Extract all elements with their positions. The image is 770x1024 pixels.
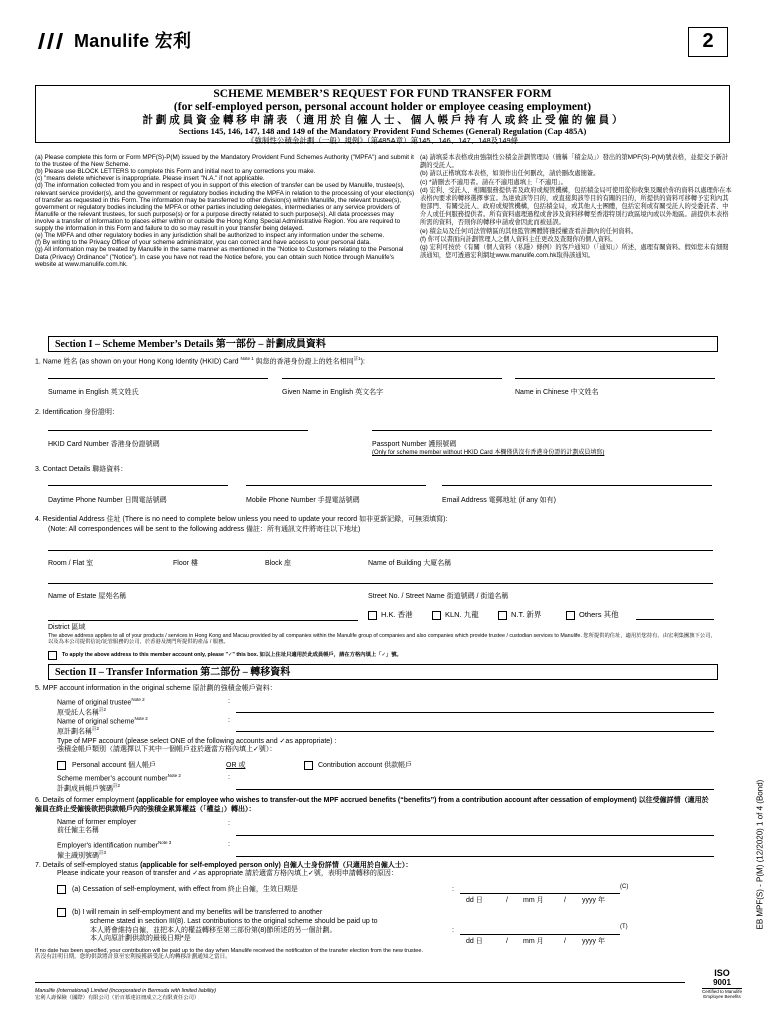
- street-label: Street No. / Street Name 街道號碼 / 街道名稱: [368, 593, 509, 600]
- original-scheme-field[interactable]: [236, 731, 714, 732]
- employer-colon: :: [228, 820, 230, 827]
- contribution-account-label: Contribution account 供款帳戶: [318, 762, 413, 769]
- iso-label: ISO: [714, 968, 730, 978]
- date-b-mm: mm 月: [523, 938, 544, 945]
- employer-id-field[interactable]: [236, 856, 714, 857]
- date-b-field[interactable]: [460, 934, 620, 935]
- note-f-zh: (f) 你可以書面向計劃管理人之個人資料主任更改及查閱你的個人資料。: [420, 235, 617, 243]
- iso-number: 9001: [702, 978, 742, 988]
- district-hk-label: H.K. 香港: [381, 610, 413, 619]
- floor-label: Floor 樓: [173, 560, 198, 567]
- form-title-chinese: 計 劃 成 員 資 金 轉 移 申 請 表 （ 適 用 於 自 僱 人 士 、 個 人 帳 戶 持 有 人 或 終 止 受 僱 的 僱 員 ）: [142, 114, 623, 126]
- employer-id-label: Employer's identification number$^{Note 3}$ 僱主識別號碼$^{註3}$: [57, 840, 172, 860]
- q4-label: 4. Residential Address 住址 (There is no need to complete below unless you need to update your record 如非更新記錄，可無須填寫):: [35, 516, 448, 523]
- district-nt-label: N.T. 新界: [511, 610, 542, 619]
- daytime-phone-field[interactable]: [48, 485, 228, 486]
- note-e-en: (e) The MPFA and other regulatory bodies in any jurisdiction shall be authorized to inspect any information under the scheme.: [35, 232, 385, 240]
- account-number-field[interactable]: [236, 789, 714, 790]
- date-b-t-mark: (T): [620, 924, 628, 930]
- address-line-2-field[interactable]: [48, 583, 713, 584]
- date-b-slash-1: /: [506, 938, 508, 945]
- q5-label: 5. MPF account information in the original scheme 原計劃的強積金帳戶資料：: [35, 685, 277, 692]
- date-a-slash-1: /: [506, 897, 508, 904]
- note-c-en: (c) "means delete whichever is inappropriate. Please insert "N.A." if not applicable.: [35, 175, 265, 183]
- date-b-slash-2: /: [564, 938, 566, 945]
- passport-field[interactable]: [372, 430, 712, 431]
- original-trustee-field[interactable]: [236, 712, 714, 713]
- account-number-colon: :: [228, 774, 230, 781]
- district-label: District 區域: [48, 624, 86, 631]
- mobile-phone-label: Mobile Phone Number 手提電話號碼: [246, 497, 360, 504]
- district-others-field[interactable]: [636, 619, 714, 620]
- section-2-title: Section II – Transfer Information 第二部份 – 轉移資料: [48, 664, 718, 680]
- daytime-phone-label: Daytime Phone Number 日間電話號碼: [48, 497, 167, 504]
- district-nt-checkbox[interactable]: [498, 611, 507, 620]
- district-others-label: Others 其他: [579, 610, 619, 619]
- date-b-dd: dd 日: [466, 938, 483, 945]
- note-g-zh: (g) 宏利可按於《有關（個人資料（私隱）條例）的客戶通知》（「通知」）所述，處理有關資料。假如您未有細閱該通知，您可透過宏利網址www.manulife.com.hk取得該通知。: [420, 243, 729, 260]
- chinese-name-field[interactable]: [515, 378, 715, 379]
- surname-field[interactable]: [48, 378, 268, 379]
- building-label: Name of Building 大廈名稱: [368, 560, 452, 567]
- option-b-checkbox[interactable]: [57, 908, 66, 917]
- option-a-label: (a) Cessation of self-employment, with effect from 終止自僱，生效日期是: [72, 886, 298, 893]
- apply-address-checkbox[interactable]: [48, 651, 57, 660]
- passport-label: Passport Number 護照號碼: [372, 441, 457, 448]
- form-subtitle: (for self-employed person, personal account holder or employee ceasing employment): [173, 101, 592, 113]
- note-g-en: (g) All information may be treated by Manulife in the same manner as mentioned in the "Notice to Customers relating to the Personal Data (Privacy) Ordinance" ("Notice"). In case you have not read the Notice before, you can obtain such Notice through Manulife's website at www.manulife.com.hk.: [35, 246, 404, 268]
- block-label: Block 座: [265, 560, 292, 567]
- address-applies-note: The above address applies to all of your products / services in Hong Kong and Macau provided by all companies within the Manulife group of companies and also companies which provide trustee / custodian services to Manulife. 您所提供的住址，適用於您持有、由宏利集團旗下公司，以及為本公司提供信託/託管服務的公司，於香港及澳門所提供的產品 / 服務。: [48, 633, 716, 646]
- district-hk-checkbox[interactable]: [368, 611, 377, 620]
- given-name-field[interactable]: [282, 378, 502, 379]
- email-field[interactable]: [442, 485, 712, 486]
- district-kln-checkbox[interactable]: [432, 611, 441, 620]
- date-b-yy: yyyy 年: [582, 938, 605, 945]
- employer-id-colon: :: [228, 841, 230, 848]
- q2-label: 2. Identification 身份證明：: [35, 409, 120, 416]
- q1-label: 1. Name 姓名 (as shown on your Hong Kong Identity (HKID) Card $^{Note 1}$ 與您的香港身份證上的姓名相同$^{註1}$):: [35, 356, 365, 366]
- form-title: SCHEME MEMBER’S REQUEST FOR FUND TRANSFER FORM: [213, 88, 552, 100]
- manulife-logo: [36, 30, 191, 52]
- or-text: OR 或: [226, 762, 246, 769]
- date-a-colon: :: [452, 886, 454, 893]
- q6-label: 6. Details of former employment (applicable for employee who wishes to transfer-out the MPF accrued benefits (“benefits”) from a contribution account after cessation of employment) 以往受僱詳情（適用於僱員在終止受僱後欲把供款帳戶內的強積金累算權益（「權益」）轉出）：: [35, 797, 709, 813]
- side-form-code: EB MPF(S) - P(M) (12/2020) 1 of 4 (Bond): [755, 779, 765, 930]
- former-employer-field[interactable]: [236, 835, 714, 836]
- notes-chinese: [420, 154, 732, 260]
- district-kln-label: KLN. 九龍: [445, 610, 479, 619]
- passport-note: (Only for scheme member without HKID Card 本欄僅供沒有香港身份證的計劃成員填寫): [372, 450, 605, 456]
- surname-label: Surname in English 英文姓氏: [48, 389, 139, 396]
- note-a-zh: (a) 請填妥本表格或由強制性公積金計劃管理局（簡稱「積金局」）發出的第MPF(S)-P(M)號表格，並提交予新計劃的受託人。: [420, 154, 729, 170]
- company-name-zh: 宏利人壽保險（國際）有限公司（於百慕達註冊成立之有限責任公司）: [35, 995, 200, 1001]
- q3-label: 3. Contact Details 聯絡資料：: [35, 466, 128, 473]
- page-number-box: [688, 27, 728, 57]
- note-e-zh: (e) 積金局及任何司法管轄區的其他監管團體將獲授權查看計劃內的任何資料。: [420, 227, 638, 235]
- given-name-label: Given Name in English 英文名字: [282, 389, 384, 396]
- page-number: 2: [702, 30, 714, 52]
- account-number-label: Scheme member’s account number$^{Note 2}$ 計劃成員帳戶號碼$^{註2}$: [57, 773, 181, 793]
- former-employer-label: Name of former employer 前任僱主名稱: [57, 819, 137, 835]
- address-line-1-field[interactable]: [48, 550, 713, 551]
- contribution-account-checkbox[interactable]: [304, 761, 313, 770]
- mobile-phone-field[interactable]: [246, 485, 426, 486]
- iso-sub-2: Employee Benefits: [703, 993, 741, 999]
- manulife-logo-icon: [36, 31, 66, 51]
- q7-label: 7. Details of self-employed status (applicable for self-employed person only) 自僱人士身份詳情（只適用於自僱人士）： Please indicate your reason of transfer and ✓as appropriate 請於適當方格內填上✓號，表明申請轉移的原因：: [35, 862, 413, 878]
- hkid-label: HKID Card Number 香港身份證號碼: [48, 441, 160, 448]
- note-d-zh: (d) 宏利、受託人、相關服務提供者及政府或規管機構，包括積金局可使用從你收集及關於你的資料以處理你在本表格內要求的轉移選擇事宜。為達致該等目的，或直接與該等目的有關的目的，所提供的資料可移轉予宏利內其他部門、有關受託人、政府或規管機構，包括積金局，或其他人士團體，包括宏利或有關受託人的受委託者、中介人或任何服務提供者。所有資料處理過程或會涉及資料移轉至香港特別行政區境內或以外地區。請提供本表格所需的資料，否則你的轉移申請或會因此而被延誤。: [420, 186, 732, 227]
- personal-account-label: Personal account 個人帳戶: [72, 762, 157, 769]
- footer-divider: [35, 982, 685, 983]
- email-label: Email Address 電郵地址 (if any 如有): [442, 497, 556, 504]
- footnote: If no date has been specified, your contribution will be paid up to the day when Manulife received the notification of the transfer election from the new trustee. 若沒有註明日期，您的供款將計算至宏利接獲新受託人的轉移計劃通知之當日。: [35, 948, 424, 961]
- date-a-mm: mm 月: [523, 897, 544, 904]
- note-a-en: (a) Please complete this form or Form MPF(S)-P(M) issued by the Mandatory Provident Fund Schemes Authority ("MPFA") and submit it to the trustee of the New Scheme.: [35, 154, 414, 169]
- notes-english: [35, 154, 415, 268]
- note-d-en: (d) The information collected from you and in respect of you in support of this election of transfer can be used by Manulife, trustee(s), relevant service provider(s), and the government or regulatory bodies including the MPFA in relation to the processing of your election(s) of transfer as requested in this Form. The information may be transferred to other division(s) within Manulife, the relevant trustee(s), government or regulatory bodies including the MPFA or other parties including delegates, intermediaries or any service providers of Manulife or the relevant trustees, for such purpose(s) or for a purpose directly related to such purpose(s). All data processes may involve a transfer of information to places either within or outside the Hong Kong Special Administrative Region. You are required to supply the information in this Form and failure to do so may result in your transfer being delayed.: [35, 182, 415, 233]
- date-a-yy: yyyy 年: [582, 897, 605, 904]
- district-line[interactable]: [48, 620, 358, 621]
- option-b-label: (b) I will remain in self-employment and my benefits will be transferred to another scheme stated in section III(8). Last contributions to the original scheme should be paid up to 本人將會維持自僱，並把本人的權益轉移至第三部份第(8)節所述的另一個計劃。 本人向原計劃供款的最後日期*是: [72, 909, 378, 943]
- note-f-en: (f) By writing to the Privacy Officer of your scheme administrator, you can correct and have access to your personal data.: [35, 239, 371, 247]
- trustee-colon: :: [228, 698, 230, 705]
- company-name-en: Manulife (International) Limited (Incorporated in Bermuda with limited liability): [35, 988, 217, 994]
- option-a-checkbox[interactable]: [57, 885, 66, 894]
- section-1-title: Section I – Scheme Member’s Details 第一部份 – 計劃成員資料: [48, 336, 718, 352]
- date-b-colon: :: [452, 927, 454, 934]
- original-trustee-label: Name of original trustee$^{Note 2}$ 原受託人名稱$^{註2}$: [57, 697, 145, 717]
- iso-sub-1: Certified to Manulife: [701, 988, 743, 994]
- scheme-colon: :: [228, 717, 230, 724]
- note-b-zh: (b) 請以正楷填寫本表格，如須作出任何刪改，請於刪改處簡簽。: [420, 170, 600, 178]
- original-scheme-label: Name of original scheme$^{Note 2}$ 原計劃名稱$^{註2}$: [57, 716, 148, 736]
- hkid-field[interactable]: [48, 430, 308, 431]
- date-a-dd: dd 日: [466, 897, 483, 904]
- apply-address-label: To apply the above address to this member account only, please "✓" this box. 如以上住址只適用於此成員帳戶，請在方格內填上「✓」號。: [62, 652, 402, 658]
- district-others-checkbox[interactable]: [566, 611, 575, 620]
- form-regulation: Sections 145, 146, 147, 148 and 149 of the Mandatory Provident Fund Schemes (General) Regulation (Cap 485A): [178, 126, 587, 136]
- room-label: Room / Flat 室: [48, 560, 94, 567]
- note-c-zh: (c) *請刪去不適用者。請在不適用處填上「不適用」。: [420, 178, 567, 186]
- date-a-field[interactable]: [460, 893, 620, 894]
- iso-badge: [692, 968, 752, 999]
- form-regulation-chinese: 《強制性公積金計劃（一般）規例》（第485A章）第145、146、147、148及149條: [246, 136, 519, 145]
- account-type-label: Type of MPF account (please select ONE of the following accounts and ✓as appropriate) : 強積金帳戶類別（請選擇以下其中一個帳戶並於適當方格內填上✓號）：: [57, 738, 337, 754]
- personal-account-checkbox[interactable]: [57, 761, 66, 770]
- logo-text: Manulife 宏利: [74, 30, 192, 51]
- chinese-name-label: Name in Chinese 中文姓名: [515, 389, 599, 396]
- date-a-slash-2: /: [564, 897, 566, 904]
- note-b-en: (b) Please use BLOCK LETTERS to complete this Form and initial next to any corrections you make.: [35, 168, 316, 176]
- estate-label: Name of Estate 屋苑名稱: [48, 593, 127, 600]
- q4-note: (Note: All correspondences will be sent to the following address 備註：所有通訊文件將寄往以下地址): [48, 526, 361, 533]
- date-a-c-mark: (C): [620, 884, 629, 890]
